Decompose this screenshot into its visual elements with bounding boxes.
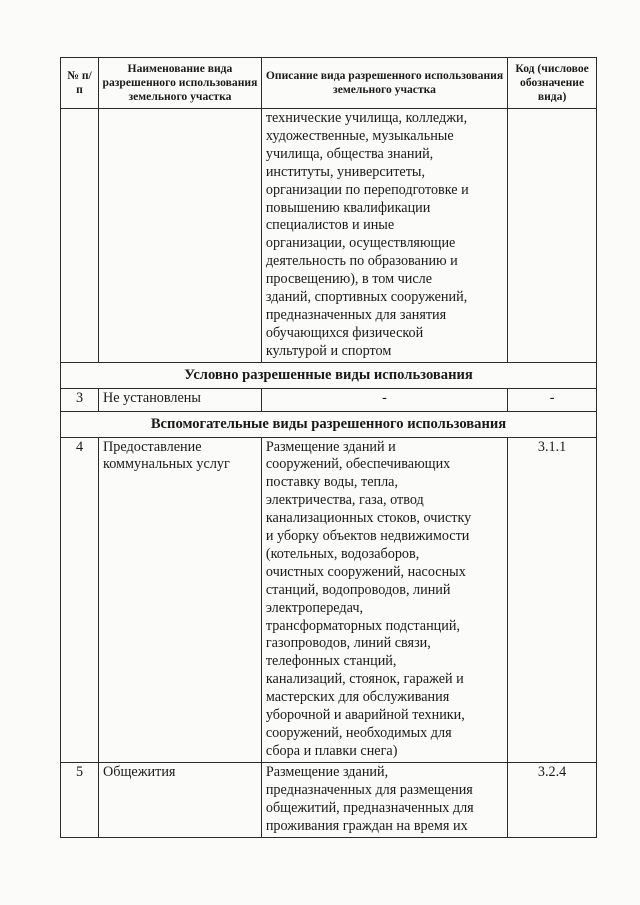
description-line: телефонных станций, bbox=[265, 653, 397, 670]
description-line: трансформаторных подстанций, bbox=[265, 617, 460, 634]
row-description: - bbox=[261, 388, 507, 411]
description-line: обучающихся физической bbox=[265, 324, 424, 341]
description-line: канализаций, стоянок, гаражей и bbox=[265, 671, 464, 688]
table-row bbox=[61, 437, 597, 762]
row-number bbox=[61, 109, 99, 363]
section-header-row bbox=[61, 411, 597, 437]
description-line: организации, осуществляющие bbox=[265, 235, 456, 252]
header-number: № п/п bbox=[61, 58, 99, 109]
row-description bbox=[261, 109, 507, 363]
description-line: предназначенных для занятия bbox=[265, 306, 447, 323]
header-use-description: Описание вида разрешенного использования земельного участка bbox=[261, 58, 507, 109]
description-line: и уборку объектов недвижимости bbox=[265, 528, 470, 545]
table-row bbox=[61, 762, 597, 837]
description-line: поставку воды, тепла, bbox=[265, 474, 399, 491]
description-line: просвещению), в том числе bbox=[265, 271, 433, 288]
description-line: технические училища, колледжи, bbox=[265, 110, 468, 126]
section-title-conditional: Условно разрешенные виды использования bbox=[61, 362, 597, 388]
table-row bbox=[61, 388, 597, 411]
description-line: культурой и спортом bbox=[265, 342, 392, 359]
description-line: зданий, спортивных сооружений, bbox=[265, 289, 468, 306]
description-line: сооружений, обеспечивающих bbox=[265, 456, 451, 473]
description-line: проживания граждан на время их bbox=[265, 817, 468, 834]
land-use-table bbox=[60, 57, 597, 838]
section-header-row bbox=[61, 362, 597, 388]
description-line: уборочной и аварийной техники, bbox=[265, 707, 465, 724]
description-line: предназначенных для размещения bbox=[265, 781, 473, 798]
description-line: Размещение зданий и bbox=[265, 438, 396, 455]
description-line: деятельность по образованию и bbox=[265, 253, 458, 270]
description-line: повышению квалификации bbox=[265, 199, 431, 216]
row-number: 3 bbox=[61, 388, 99, 411]
description-line: организации по переподготовке и bbox=[265, 181, 469, 198]
description-line: станций, водопроводов, линий bbox=[265, 581, 451, 598]
row-number: 4 bbox=[61, 437, 99, 762]
row-code: 3.1.1 bbox=[508, 437, 597, 762]
section-title-auxiliary: Вспомогательные виды разрешенного использования bbox=[61, 411, 597, 437]
description-line: электричества, газа, отвод bbox=[265, 492, 424, 509]
row-use-name: Не установлены bbox=[99, 388, 262, 411]
description-line: газопроводов, линий связи, bbox=[265, 635, 431, 652]
row-description bbox=[261, 437, 507, 762]
row-use-name: Предоставление коммунальных услуг bbox=[99, 437, 262, 762]
row-description bbox=[261, 762, 507, 837]
row-code bbox=[508, 109, 597, 363]
description-line: училища, общества знаний, bbox=[265, 145, 434, 162]
description-line: Размещение зданий, bbox=[265, 763, 389, 780]
table-header-row bbox=[61, 58, 597, 109]
row-code: 3.2.4 bbox=[508, 762, 597, 837]
row-use-name bbox=[99, 109, 262, 363]
description-line: сбора и плавки снега) bbox=[265, 742, 398, 759]
description-line: художественные, музыкальные bbox=[265, 127, 454, 144]
row-code: - bbox=[508, 388, 597, 411]
description-line: институты, университеты, bbox=[265, 163, 426, 180]
table-row bbox=[61, 109, 597, 363]
description-line: канализационных стоков, очистку bbox=[265, 510, 472, 527]
description-line: сооружений, необходимых для bbox=[265, 725, 452, 741]
row-use-name: Общежития bbox=[99, 762, 262, 837]
header-use-name: Наименование вида разрешенного использования земельного участка bbox=[99, 58, 262, 109]
description-line: мастерских для обслуживания bbox=[265, 689, 450, 706]
description-line: специалистов и иные bbox=[265, 217, 395, 234]
row-number: 5 bbox=[61, 762, 99, 837]
header-code: Код (числовое обозначение вида) bbox=[508, 58, 597, 109]
description-line: электропередач, bbox=[265, 599, 364, 616]
description-line: очистных сооружений, насосных bbox=[265, 563, 466, 580]
description-line: общежитий, предназначенных для bbox=[265, 799, 474, 816]
description-line: (котельных, водозаборов, bbox=[265, 545, 420, 562]
